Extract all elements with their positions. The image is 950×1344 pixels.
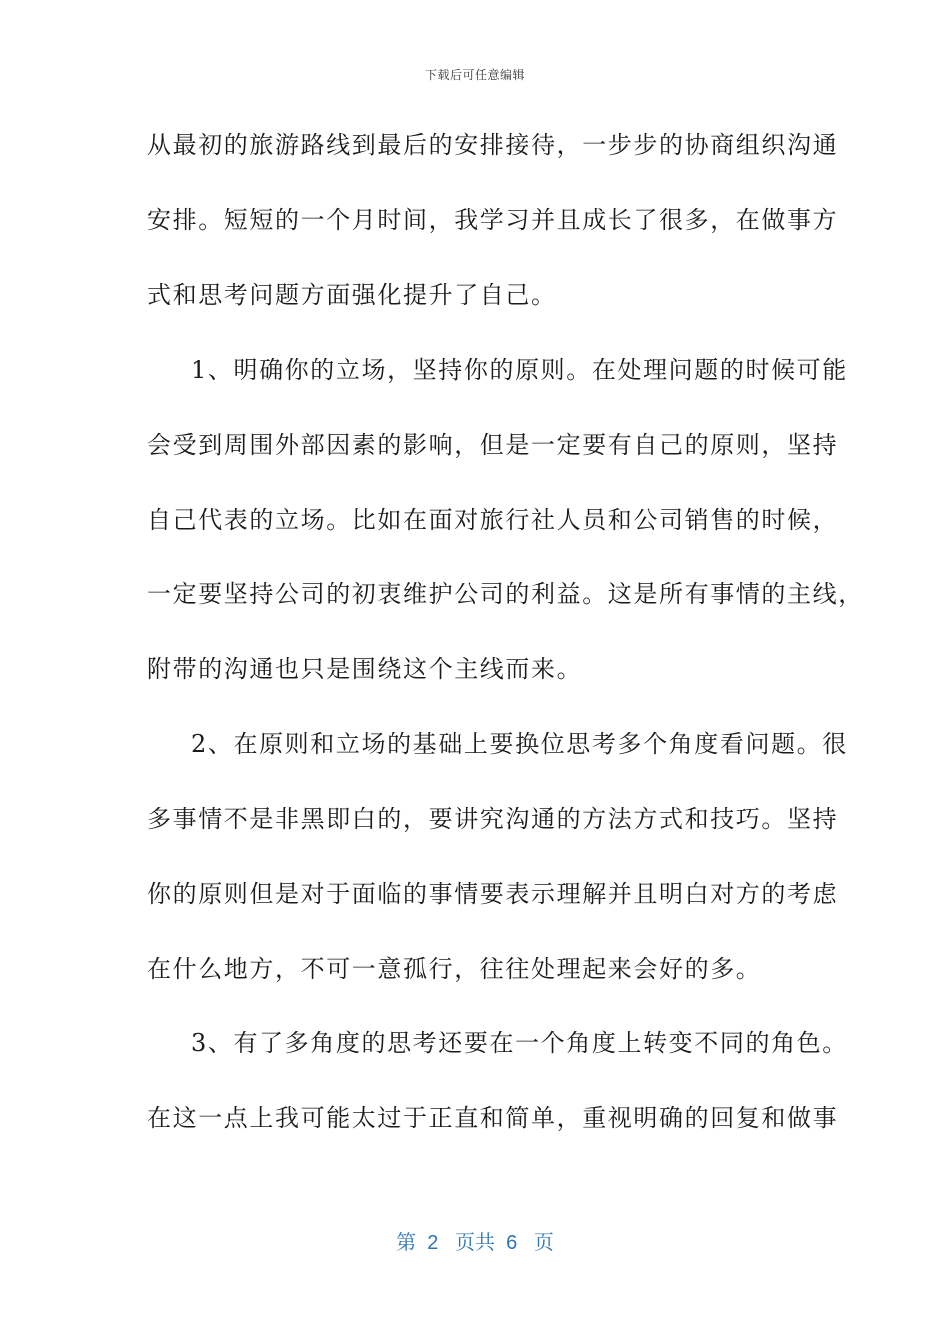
text-line: 在什么地方，不可一意孤行，往往处理起来会好的多。 — [147, 955, 762, 983]
text-line: 附带的沟通也只是围绕这个主线而来。 — [147, 655, 583, 683]
paragraph-3-first-line: 3、有了多角度的思考还要在一个角度上转变不同的角色。 — [191, 1029, 848, 1057]
text-line: 你的原则但是对于面临的事情要表示理解并且明白对方的考虑 — [147, 880, 839, 908]
text-line: 在这一点上我可能太过于正直和简单，重视明确的回复和做事 — [147, 1104, 839, 1132]
text-line: 安排。短短的一个月时间，我学习并且成长了很多，在做事方 — [147, 206, 839, 234]
paragraph-2-first-line: 2、在原则和立场的基础上要换位思考多个角度看问题。很 — [191, 730, 848, 758]
page-header: 下载后可任意编辑 — [424, 68, 525, 82]
page-number-footer: 第 2 页共 6 页 — [396, 1232, 554, 1254]
text-line: 从最初的旅游路线到最后的安排接待，一步步的协商组织沟通 — [147, 131, 839, 159]
text-line: 式和思考问题方面强化提升了自己。 — [147, 281, 557, 309]
text-line: 自己代表的立场。比如在面对旅行社人员和公司销售的时候， — [147, 506, 839, 534]
text-line: 一定要坚持公司的初衷维护公司的利益。这是所有事情的主线， — [147, 580, 864, 608]
paragraph-1-first-line: 1、明确你的立场，坚持你的原则。在处理问题的时候可能 — [191, 356, 848, 384]
text-line: 多事情不是非黑即白的，要讲究沟通的方法方式和技巧。坚持 — [147, 805, 839, 833]
text-line: 会受到周围外部因素的影响，但是一定要有自己的原则，坚持 — [147, 431, 839, 459]
